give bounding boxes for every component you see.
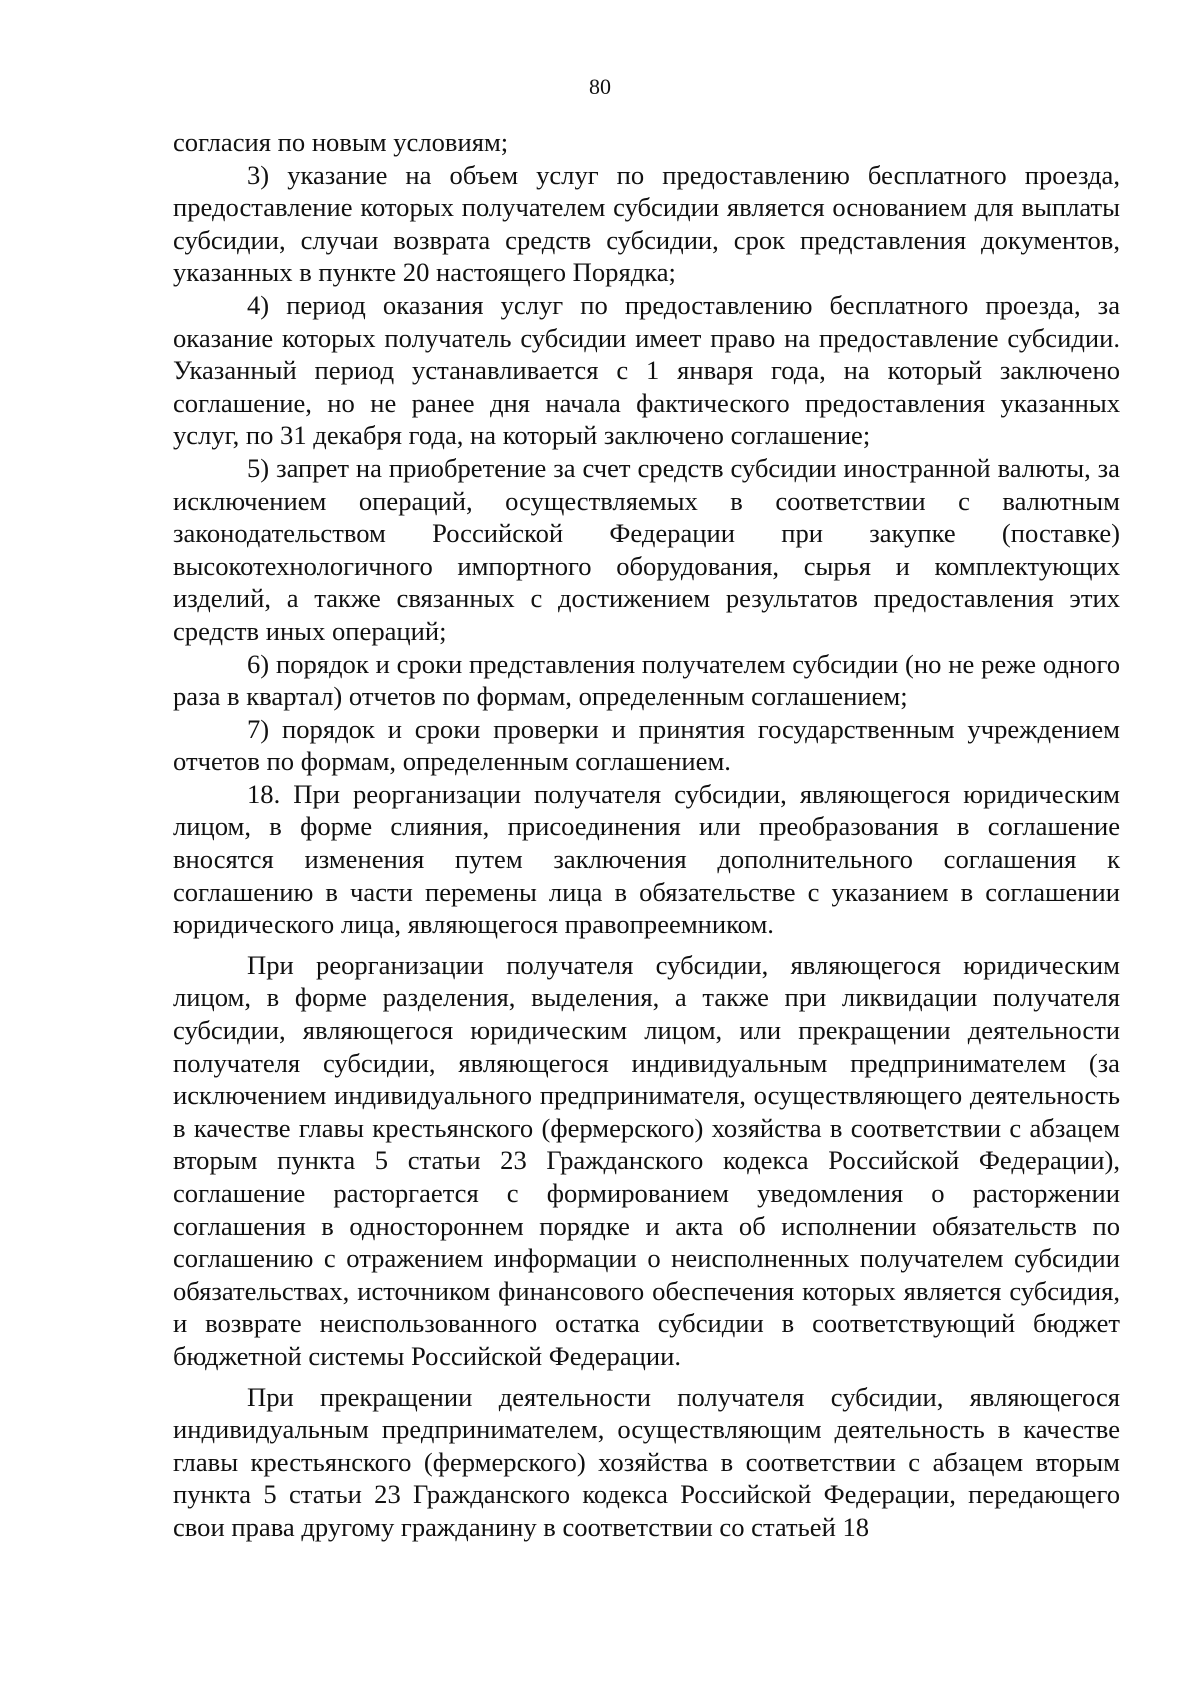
paragraph-item-3: 3) указание на объем услуг по предоставлению бесплатного проезда, предоставление которых получателем субсидии является основанием для выплаты субсидии, случаи возврата средств субсидии, срок представления документов, указанных в пункте 20 настоящего Порядка;: [173, 159, 1120, 288]
paragraph-reorganization: При реорганизации получателя субсидии, являющегося юридическим лицом, в форме разделения, выделения, а также при ликвидации получателя субсидии, являющегося юридическим лицом, или прекращении деятельности получателя субсидии, являющегося индивидуальным предпринимателем (за исключением индивидуального предпринимателя, осуществляющего деятельность в качестве главы крестьянского (фермерского) хозяйства в соответствии с абзацем вторым пункта 5 статьи 23 Гражданского кодекса Российской Федерации), соглашение расторгается с формированием уведомления о расторжении соглашения в одностороннем порядке и акта об исполнении обязательств по соглашению с отражением информации о неисполненных получателем субсидии обязательствах, источником финансового обеспечения которых является субсидия, и возврате неиспользованного остатка субсидии в соответствующий бюджет бюджетной системы Российской Федерации.: [173, 949, 1120, 1371]
paragraph-termination: При прекращении деятельности получателя субсидии, являющегося индивидуальным предпринимателем, осуществляющим деятельность в качестве главы крестьянского (фермерского) хозяйства в соответствии с абзацем вторым пункта 5 статьи 23 Гражданского кодекса Российской Федерации, передающего свои права другому гражданину в соответствии со статьей 18: [173, 1381, 1120, 1542]
paragraph-item-5: 5) запрет на приобретение за счет средств субсидии иностранной валюты, за исключением операций, осуществляемых в соответствии с валютным законодательством Российской Федерации при закупке (поставке) высокотехнологичного импортного оборудования, сырья и комплектующих изделий, а также связанных с достижением результатов предоставления этих средств иных операций;: [173, 452, 1120, 646]
paragraph-section-18: 18. При реорганизации получателя субсидии, являющегося юридическим лицом, в форме слияния, присоединения или преобразования в соглашение вносятся изменения путем заключения дополнительного соглашения к соглашению в части перемены лица в обязательстве с указанием в соглашении юридического лица, являющегося правопреемником.: [173, 778, 1120, 940]
paragraph-continuation: согласия по новым условиям;: [173, 127, 509, 157]
paragraph-item-4: 4) период оказания услуг по предоставлению бесплатного проезда, за оказание которых получатель субсидии имеет право на предоставление субсидии. Указанный период устанавливается с 1 января года, на который заключено соглашение, но не ранее дня начала фактического предоставления указанных услуг, по 31 декабря года, на который заключено соглашение;: [173, 289, 1120, 451]
paragraph-item-7: 7) порядок и сроки проверки и принятия государственным учреждением отчетов по формам, определенным соглашением.: [173, 713, 1120, 777]
document-body: [173, 126, 1120, 1544]
paragraph-item-6: 6) порядок и сроки представления получателем субсидии (но не реже одного раза в квартал) отчетов по формам, определенным соглашением;: [173, 648, 1120, 712]
page-number: 80: [589, 74, 611, 99]
